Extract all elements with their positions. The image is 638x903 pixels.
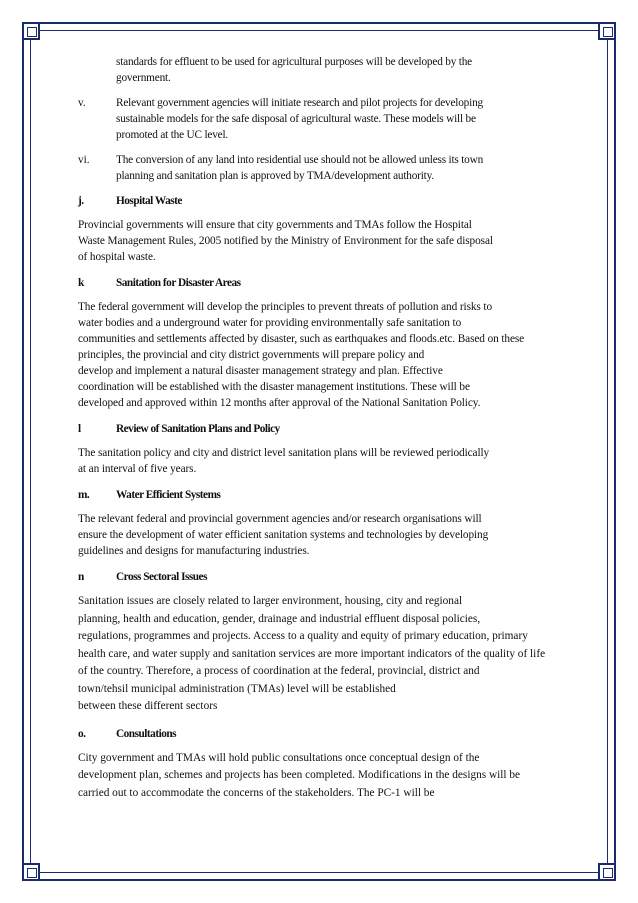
section-title: Consultations [116, 727, 177, 740]
text-line: promoted at the UC level. [116, 129, 229, 141]
list-item-number [78, 54, 116, 86]
text-line: coordination will be established with the disaster management institutions. These will be [78, 381, 470, 393]
text-line: principles, the provincial and city district governments will prepare policy and [78, 349, 425, 361]
list-item-number: v. [78, 97, 86, 109]
text-line: developed and approved within 12 months after approval of the National Sanitation Policy. [78, 397, 481, 409]
text-line: of hospital waste. [78, 251, 156, 263]
section-title: Cross Sectoral Issues [116, 571, 207, 583]
section-number: m. [78, 489, 90, 501]
section-paragraph [78, 511, 564, 559]
section-heading [78, 193, 564, 209]
text-line: develop and implement a natural disaster management strategy and plan. Effective [78, 365, 443, 377]
text-line: standards for effluent to be used for agricultural purposes will be developed by the [116, 56, 472, 68]
list-item-text [116, 152, 564, 184]
section-number: j. [78, 195, 84, 207]
section-paragraph [78, 593, 564, 716]
section-title: Water Efficient Systems [116, 489, 221, 501]
text-line: guidelines and designs for manufacturing industries. [78, 545, 310, 557]
text-line: health care, and water supply and sanitation services are more important indicators of the quality of life [78, 647, 546, 660]
list-item-text [116, 95, 564, 143]
text-line: water bodies and a underground water for providing environmentally safe sanitation to [78, 317, 462, 329]
text-line: The federal government will develop the principles to prevent threats of pollution and risks to [78, 301, 493, 313]
text-line: at an interval of five years. [78, 463, 197, 475]
text-line: of the country. Therefore, a process of coordination at the federal, provincial, district and [78, 665, 480, 677]
text-line: City government and TMAs will hold public consultations once conceptual design of the [78, 751, 480, 764]
section-heading [78, 569, 564, 585]
section-number: n [78, 571, 84, 583]
section-paragraph [78, 750, 564, 803]
text-line: carried out to accommodate the concerns of the stakeholders. The PC-1 will be [78, 786, 435, 799]
text-line: between these different sectors [78, 700, 218, 712]
text-line: development plan, schemes and projects has been completed. Modifications in the designs will be [78, 769, 521, 781]
border-corner-ornament [598, 863, 616, 881]
section-heading [78, 726, 564, 742]
section-paragraph [78, 299, 564, 411]
list-item-text [116, 54, 564, 86]
section-heading [78, 421, 564, 437]
border-corner-ornament [22, 22, 40, 40]
text-line: sustainable models for the safe disposal of agricultural waste. These models will be [116, 113, 476, 125]
section-title: Hospital Waste [116, 195, 182, 207]
section-paragraph [78, 217, 564, 265]
text-line: planning and sanitation plan is approved by TMA/development authority. [116, 170, 434, 182]
section-heading [78, 275, 564, 291]
text-line: Relevant government agencies will initiate research and pilot projects for developing [116, 97, 483, 109]
border-corner-ornament [22, 863, 40, 881]
section-number: k [78, 277, 84, 289]
text-line: communities and settlements affected by disaster, such as earthquakes and floods.etc. Based on these [78, 333, 525, 345]
text-line: government. [116, 72, 171, 84]
list-item [78, 95, 564, 143]
section-paragraph [78, 445, 564, 477]
text-line: town/tehsil municipal administration (TMAs) level will be established [78, 682, 396, 695]
text-line: The conversion of any land into residential use should not be allowed unless its town [116, 154, 484, 166]
text-line: ensure the development of water efficient sanitation systems and technologies by developing [78, 529, 489, 541]
section-title: Sanitation for Disaster Areas [116, 277, 241, 289]
text-line: The relevant federal and provincial government agencies and/or research organisations will [78, 513, 482, 525]
section-number: o. [78, 727, 86, 740]
text-line: The sanitation policy and city and district level sanitation plans will be reviewed periodically [78, 447, 490, 459]
document-body [78, 54, 564, 812]
text-line: regulations, programmes and projects. Access to a quality and equity of primary education, primary [78, 630, 528, 642]
section-number: l [78, 423, 81, 435]
list-item-number: vi. [78, 154, 90, 166]
list-item [78, 54, 564, 86]
section-heading [78, 487, 564, 503]
section-title: Review of Sanitation Plans and Policy [116, 423, 280, 435]
text-line: Sanitation issues are closely related to larger environment, housing, city and regional [78, 595, 463, 607]
text-line: planning, health and education, gender, drainage and industrial effluent disposal policies, [78, 612, 481, 625]
border-corner-ornament [598, 22, 616, 40]
list-item [78, 152, 564, 184]
text-line: Provincial governments will ensure that city governments and TMAs follow the Hospital [78, 219, 472, 231]
text-line: Waste Management Rules, 2005 notified by the Ministry of Environment for the safe disposal [78, 235, 493, 247]
